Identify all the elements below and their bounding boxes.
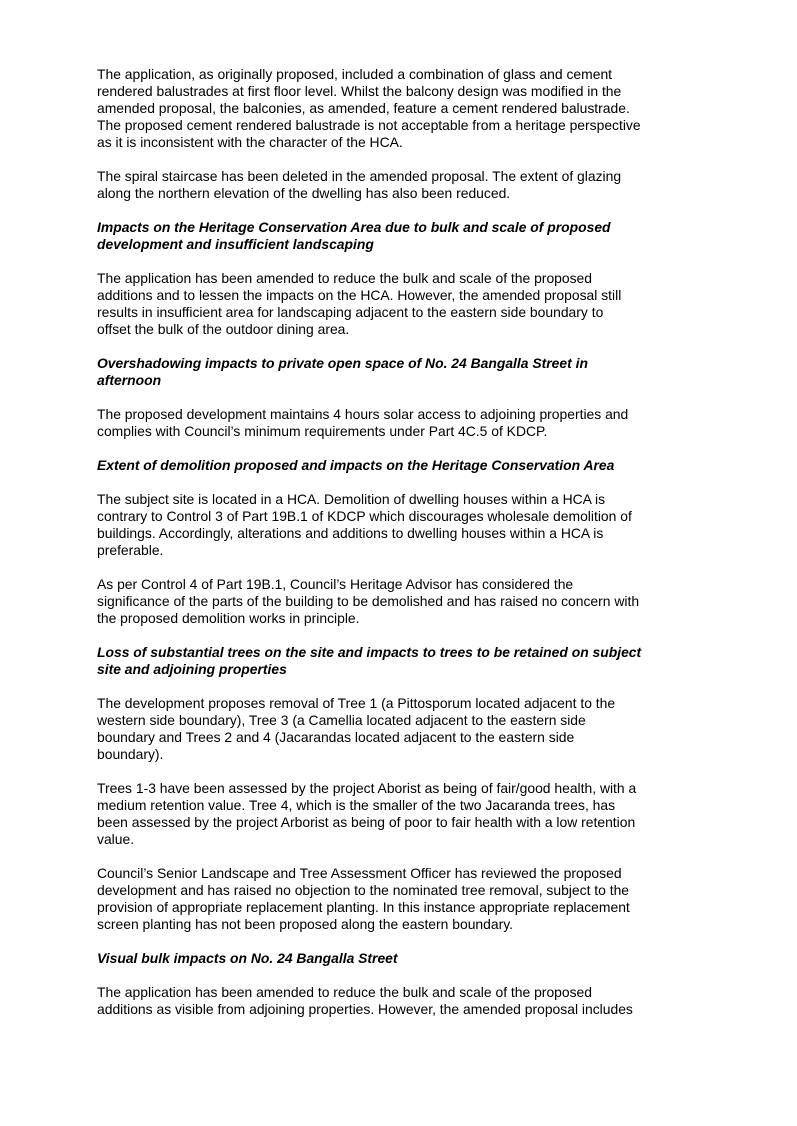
heading-overshadowing: Overshadowing impacts to private open space of No. 24 Bangalla Street in afternoon [97, 355, 588, 388]
paragraph-solar-access: The proposed development maintains 4 hours solar access to adjoining properties and complies with Council’s minimum requirements under Part 4C.5 of KDCP. [97, 406, 629, 439]
paragraph-balustrades: The application, as originally proposed, included a combination of glass and cement rendered balustrades at first floor level. Whilst the balcony design was modified in the amended proposal, the balconies, as amended, feature a cement rendered balustrade. The proposed cement rendered balustrade is not acceptable from a heritage perspective as it is inconsistent with the character of the HCA. [97, 66, 641, 150]
paragraph-visual-bulk: The application has been amended to reduce the bulk and scale of the proposed additions as visible from adjoining properties. However, the amended proposal includes [97, 984, 633, 1017]
heading-visual-bulk: Visual bulk impacts on No. 24 Bangalla Street [97, 950, 398, 966]
paragraph-bulk-scale-landscaping: The application has been amended to reduce the bulk and scale of the proposed additions and to lessen the impacts on the HCA. However, the amended proposal still results in insufficient area for landscaping adjacent to the eastern side boundary to offset the bulk of the outdoor dining area. [97, 270, 622, 337]
paragraph-demolition-hca: The subject site is located in a HCA. Demolition of dwelling houses within a HCA is contrary to Control 3 of Part 19B.1 of KDCP which discourages wholesale demolition of buildings. Accordingly, alterations and additions to dwelling houses within a HCA is preferable. [97, 491, 632, 558]
paragraph-tree-health: Trees 1-3 have been assessed by the project Aborist as being of fair/good health, with a medium retention value. Tree 4, which is the smaller of the two Jacaranda trees, has been assessed by the project Arborist as being of poor to fair health with a low retention value. [97, 780, 637, 847]
paragraph-landscape-officer: Council’s Senior Landscape and Tree Assessment Officer has reviewed the proposed development and has raised no objection to the nominated tree removal, subject to the provision of appropriate replacement planting. In this instance appropriate replacement screen planting has not been proposed along the eastern boundary. [97, 865, 630, 932]
document-body [97, 66, 697, 1018]
heading-heritage-bulk-scale: Impacts on the Heritage Conservation Area due to bulk and scale of proposed development and insufficient landscaping [97, 219, 611, 252]
heading-demolition: Extent of demolition proposed and impacts on the Heritage Conservation Area [97, 457, 615, 473]
paragraph-spiral-staircase: The spiral staircase has been deleted in the amended proposal. The extent of glazing along the northern elevation of the dwelling has also been reduced. [97, 168, 622, 201]
paragraph-heritage-advisor: As per Control 4 of Part 19B.1, Council’s Heritage Advisor has considered the significance of the parts of the building to be demolished and has raised no concern with the proposed demolition works in principle. [97, 576, 640, 626]
heading-tree-loss: Loss of substantial trees on the site and impacts to trees to be retained on subject site and adjoining properties [97, 644, 642, 677]
paragraph-tree-removal: The development proposes removal of Tree 1 (a Pittosporum located adjacent to the western side boundary), Tree 3 (a Camellia located adjacent to the eastern side boundary and Trees 2 and 4 (Jacarandas located adjacent to the eastern side boundary). [97, 695, 616, 762]
